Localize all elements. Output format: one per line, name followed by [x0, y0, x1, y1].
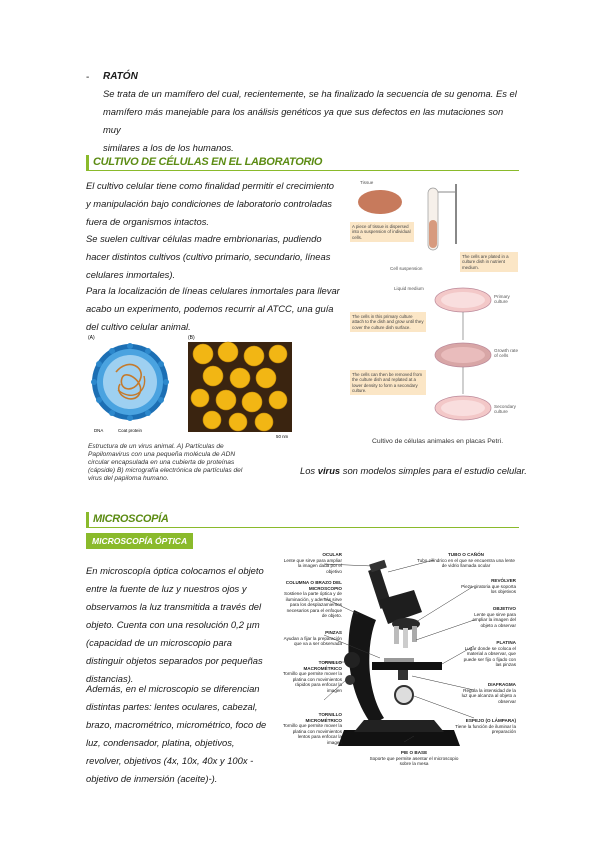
label-title: TORNILLO MACROMÉTRICO	[303, 660, 342, 671]
text-line: Para la localización de líneas celulares inmortales para llevar	[86, 285, 340, 296]
label-title: TORNILLO MICROMÉTRICO	[305, 712, 342, 723]
microscope-diagram	[284, 550, 516, 810]
label-desc: Tubo cilíndrico en el que se encuentra una lente de vidrio llamada ocular	[417, 557, 515, 568]
note-pre: Los	[300, 465, 318, 476]
label-title: OCULAR	[322, 552, 342, 557]
liquid-medium-label: Liquid medium	[394, 286, 424, 291]
label-desc: Pieza giratoria que soporta los objetivos	[461, 583, 516, 594]
text-line: observamos la luz transmitida a través del	[86, 601, 262, 612]
label-title: PLATINA	[496, 640, 516, 645]
objetivo-label	[460, 606, 516, 628]
caption-line: virus del papiloma humano.	[88, 475, 169, 482]
tissue-label: Tissue	[360, 180, 374, 185]
microscopia-heading: MICROSCOPÍA	[93, 513, 169, 525]
text-line: Además, en el microscopio se diferencian	[86, 683, 260, 694]
text-line: (capacidad de un microscopio para	[86, 637, 232, 648]
text-line: brazo, macrométrico, micrométrico, foco de	[86, 719, 267, 730]
label-title: COLUMNA O BRAZO DEL MICROSCOPIO	[285, 580, 342, 591]
pie-label	[364, 750, 464, 767]
raton-title: RATÓN	[103, 71, 138, 82]
text-line: revolver, objetivos (4x, 10x, 40x y 100x -	[86, 755, 254, 766]
text-line: luz, condensador, platina, objetivos,	[86, 737, 235, 748]
virus-figure	[88, 332, 296, 440]
diafragma-label	[460, 682, 516, 704]
raton-line: similares a los de los humanos.	[103, 142, 234, 153]
raton-paragraph	[103, 85, 519, 157]
label-desc: Lente que sirve para ampliar la imagen del objeto a observar	[472, 611, 516, 628]
raton-line: mamífero más manejable para los análisis genéticos ya que sus defectos en las mutaciones son muy	[103, 106, 504, 135]
text-line: entre la fuente de luz y nuestros ojos y	[86, 583, 247, 594]
label-title: REVÓLVER	[491, 578, 516, 583]
cultivo-paragraph-2	[86, 230, 346, 284]
cultivo-paragraph-1	[86, 177, 346, 231]
primary-culture-label: Primary culture	[494, 294, 510, 304]
text-line: Se suelen cultivar células madre embrionarias, pudiendo	[86, 233, 322, 244]
label-desc: Tiene la función de iluminar la preparación	[455, 723, 516, 734]
label-desc: Soporte que permite asentar el microscopio sobre la mesa	[369, 755, 459, 766]
raton-line: Se trata de un mamífero del cual, recientemente, se ha finalizado la secuencia de su genoma. Es el	[103, 88, 517, 99]
text-line: El cultivo celular tiene como finalidad permitir el crecimiento	[86, 180, 335, 191]
label-b: (B)	[188, 335, 195, 341]
pinzas-label	[282, 630, 342, 647]
cultivo-paragraph-3	[86, 282, 351, 336]
cell-culture-figure	[348, 180, 520, 438]
text-line: fuera de organismos intactos.	[86, 216, 209, 227]
cell-culture-illustration	[348, 180, 520, 438]
step2-box: The cells are plated in a culture dish in nutrient medium.	[460, 252, 518, 272]
microscopia-optica-subheading: MICROSCOPÍA ÓPTICA	[86, 533, 193, 549]
text-line: acabo un experimento, podemos recurrir al ATCC, una guía	[86, 303, 334, 314]
label-desc: Tornillo que permite mover la platina con movimientos rápidos para enfocar la imagen	[283, 671, 342, 693]
micrometrico-label	[282, 712, 342, 745]
text-line: objetivo de inmersión (aceite)-).	[86, 773, 218, 784]
step4-box: The cells can then be removed from the culture dish and replated at a lower density to form a secondary culture.	[350, 370, 426, 395]
note-post: son modelos simples para el estudio celular.	[340, 465, 527, 476]
text-line: objeto. Cuenta con una resolución 0,2 µm	[86, 619, 260, 630]
cell-suspension-label: Cell suspension	[390, 266, 423, 271]
label-a: (A)	[88, 335, 95, 341]
text-line: distancias).	[86, 673, 134, 684]
text-line: distintas partes: lentes oculares, cabezal,	[86, 701, 258, 712]
microscopia-paragraph-1	[86, 562, 282, 688]
columna-label	[282, 580, 342, 619]
label-desc: Lente que sirve para ampliar la imagen dada por el objetivo	[283, 557, 342, 574]
label-title: OBJETIVO	[492, 606, 516, 611]
revolver-label	[460, 578, 516, 595]
caption-line: Estructura de un virus animal. A) Partículas de	[88, 443, 224, 450]
macrometrico-label	[282, 660, 342, 693]
espejo-label	[450, 718, 516, 735]
bullet-dash: -	[86, 72, 90, 83]
virus-note	[300, 462, 527, 480]
label-desc: Ayudan a fijar la preparación que va a ser observada	[283, 635, 342, 646]
growth-rate-label: Growth rate of cells	[494, 348, 518, 358]
dna-label: DNA	[94, 428, 104, 433]
cultivo-heading: CULTIVO DE CÉLULAS EN EL LABORATORIO	[93, 156, 323, 168]
label-title: DIAFRAGMA	[487, 682, 516, 687]
text-line: hacer distintos cultivos (cultivo primario, secundario, líneas	[86, 251, 331, 262]
tubo-label	[416, 552, 516, 569]
label-title: ESPEJO (O LÁMPARA)	[465, 718, 516, 723]
scale-label: 50 nm	[276, 434, 289, 439]
caption-line: circular encapsulada en una cubierta de proteínas	[88, 459, 235, 466]
text-line: y manipulación bajo condiciones de laboratorio controladas	[86, 198, 332, 209]
label-desc: Lugar donde se coloca el material a observar, que puede ser fijo o fijado con las pinzas	[463, 645, 516, 667]
virus-caption	[88, 443, 298, 483]
capsid-label: Coat protein	[118, 428, 142, 433]
label-desc: Tornillo que permite mover la platina con movimientos lentos para enfocar la imagen	[283, 723, 342, 745]
label-title: PINZAS	[325, 630, 342, 635]
label-title: TUBO O CAÑÓN	[448, 552, 484, 557]
step1-box: A piece of tissue is dispersed into a suspension of individual cells.	[350, 222, 414, 242]
caption-line: (cápside) B) micrografía electrónica de partículas del	[88, 467, 243, 474]
microscopia-paragraph-2	[86, 680, 282, 788]
step3-box: The cells in this primary culture attach to the dish and grow until they cover the culture dish surface.	[350, 312, 426, 332]
text-line: celulares inmortales).	[86, 269, 176, 280]
tissue-piece	[358, 190, 402, 214]
secondary-culture-label: Secondary culture	[494, 404, 516, 414]
label-desc: Regula la intensidad de la luz que alcanza al objeto a observar	[461, 687, 516, 704]
papillomavirus-diagram	[91, 343, 169, 421]
text-line: del cultivo celular animal.	[86, 321, 191, 332]
ocular-label	[282, 552, 342, 574]
platina-label	[460, 640, 516, 668]
text-line: distinguir objetos separados por pequeñas	[86, 655, 263, 666]
label-title: PIE O BASE	[400, 750, 428, 755]
note-bold: virus	[317, 465, 341, 476]
text-line: En microscopía óptica colocamos el objeto	[86, 565, 264, 576]
caption-line: Papilomavirus con una pequeña molécula de ADN	[88, 451, 236, 458]
culture-caption: Cultivo de células animales en placas Petri.	[372, 438, 504, 445]
label-desc: Sostiene la parte óptica y de iluminación, y además sirve para los desplazamientos necesarios para el enfoque de objeto.	[284, 591, 342, 618]
virus-figure-illustration	[88, 332, 296, 440]
